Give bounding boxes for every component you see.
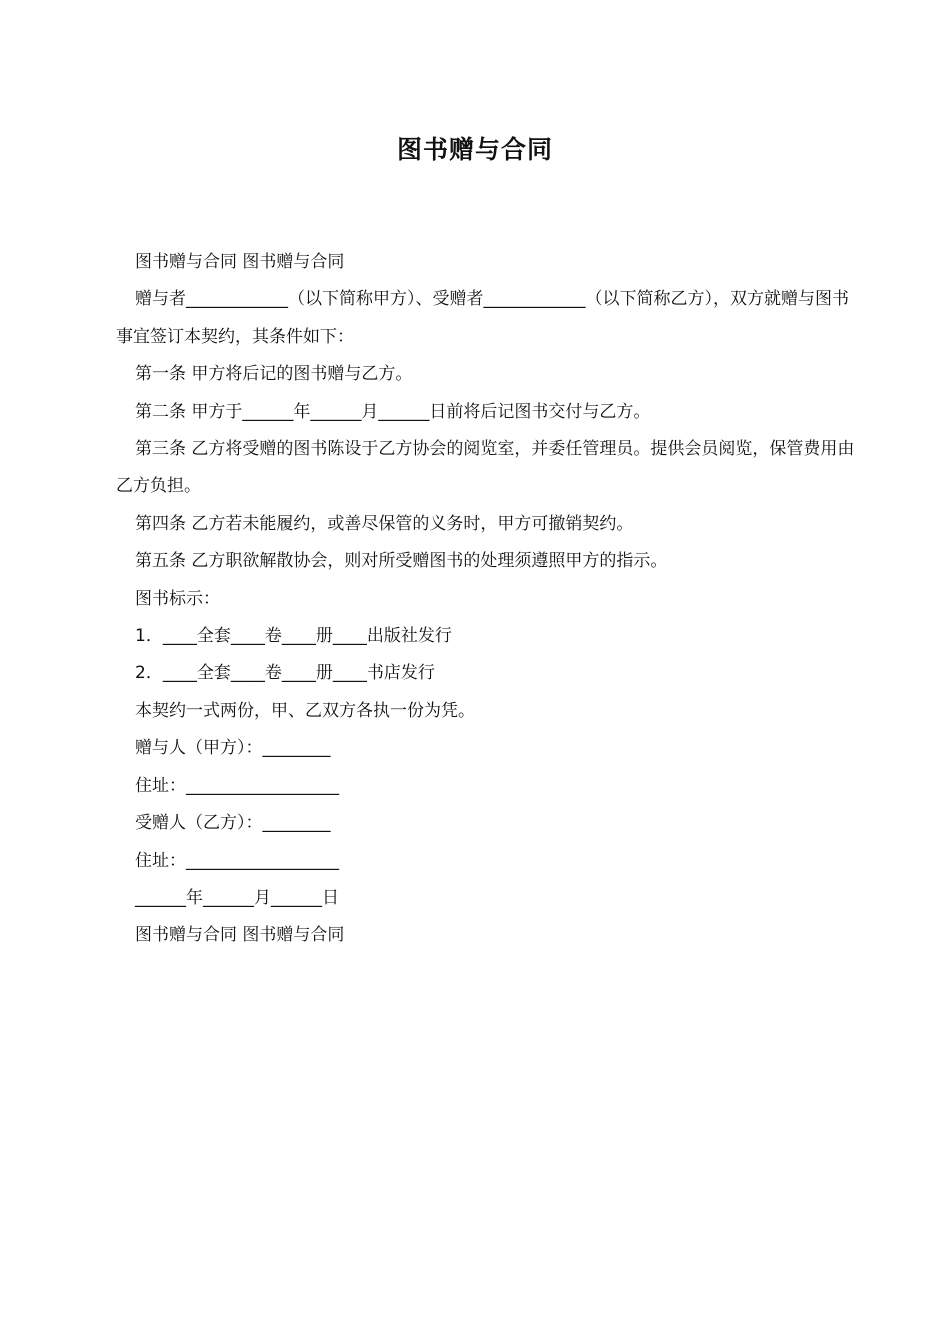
copies-statement: 本契约一式两份，甲、乙双方各执一份为凭。 — [135, 700, 475, 721]
book-list-item-2: 2．____全套____卷____册____书店发行 — [135, 663, 435, 684]
date-line: ______年______月______日 — [135, 887, 339, 908]
book-list-heading: 图书标示： — [135, 588, 220, 609]
header-repeat-line: 图书赠与合同 图书赠与合同 — [135, 252, 345, 272]
parties-paragraph: 赠与者____________（以下简称甲方）、受赠者____________（以下简称乙方），双方就赠与图书事宜签订本契约，其条件如下： — [116, 289, 849, 347]
donee-address-line: 住址：__________________ — [135, 850, 339, 871]
document-body — [116, 244, 856, 955]
footer-repeat-line: 图书赠与合同 图书赠与合同 — [135, 925, 345, 946]
book-list-item-1: 1．____全套____卷____册____出版社发行 — [135, 626, 452, 647]
donor-signature-line: 赠与人（甲方）：________ — [135, 738, 331, 759]
article-1: 第一条 甲方将后记的图书赠与乙方。 — [135, 364, 413, 385]
donee-signature-line: 受赠人（乙方）：________ — [135, 813, 331, 834]
article-3: 第三条 乙方将受赠的图书陈设于乙方协会的阅览室，并委任管理员。提供会员阅览，保管费用由乙方负担。 — [116, 439, 855, 497]
document-title: 图书赠与合同 — [396, 135, 553, 164]
article-4: 第四条 乙方若未能履约，或善尽保管的义务时，甲方可撤销契约。 — [135, 513, 634, 534]
article-2: 第二条 甲方于______年______月______日前将后记图书交付与乙方。 — [135, 401, 651, 422]
article-5: 第五条 乙方职欲解散协会，则对所受赠图书的处理须遵照甲方的指示。 — [135, 551, 668, 572]
donor-address-line: 住址：__________________ — [135, 775, 339, 796]
